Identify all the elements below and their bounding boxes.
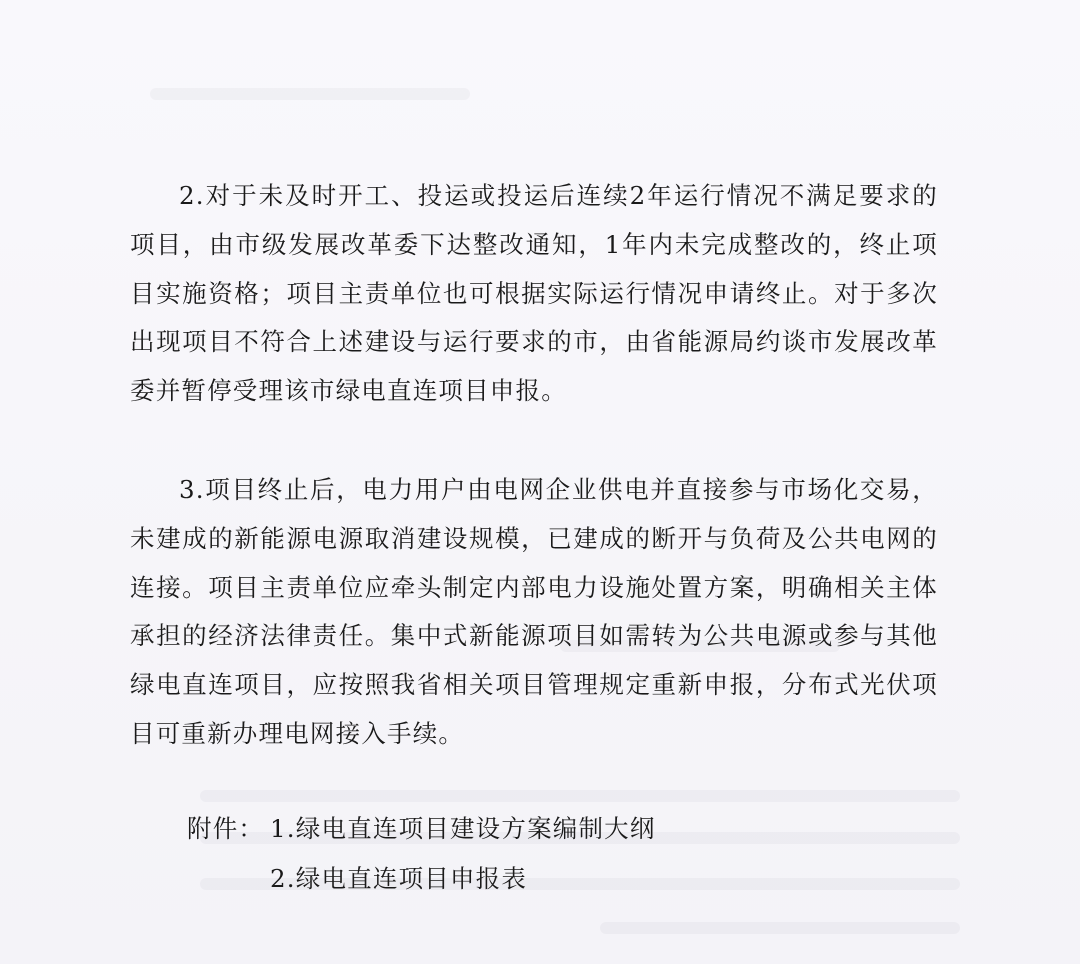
attachments-label: 附件： <box>187 814 265 843</box>
bleed-through-mark <box>600 922 960 934</box>
paragraph-termination-rules: 2.对于未及时开工、投运或投运后连续2年运行情况不满足要求的项目，由市级发展改革委下达整改通知，1年内未完成整改的，终止项目实施资格；项目主责单位也可根据实际运行情况申请终止。对于多次出现项目不符合上述建设与运行要求的市，由省能源局约谈市发展改革委并暂停受理该市绿电直连项目申报。 <box>130 181 938 406</box>
bleed-through-mark <box>150 88 470 100</box>
bleed-through-mark <box>200 790 960 802</box>
attachment-item: 2.绿电直连项目申报表 <box>270 864 528 893</box>
paragraph-post-termination: 3.项目终止后，电力用户由电网企业供电并直接参与市场化交易，未建成的新能源电源取消建设规模，已建成的断开与负荷及公共电网的连接。项目主责单位应牵头制定内部电力设施处置方案，明确相关主体承担的经济法律责任。集中式新能源项目如需转为公共电源或参与其他绿电直连项目，应按照我省相关项目管理规定重新申报，分布式光伏项目可重新办理电网接入手续。 <box>130 475 938 748</box>
attachment-item: 1.绿电直连项目建设方案编制大纲 <box>270 814 656 843</box>
